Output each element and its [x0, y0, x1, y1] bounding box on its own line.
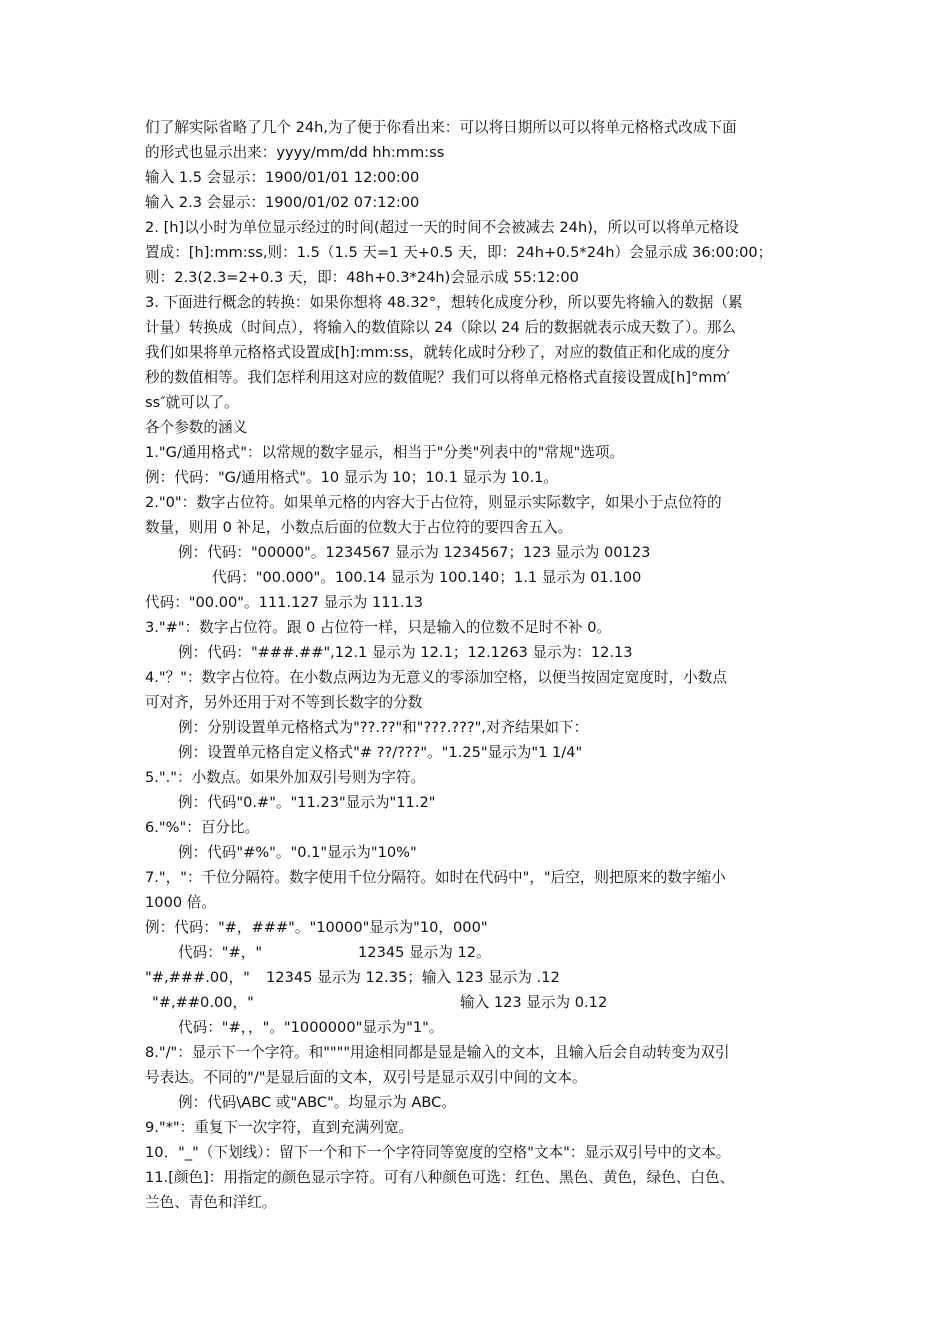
- paragraph-line: 11.[颜色]：用指定的颜色显示字符。可有八种颜色可选：红色、黑色、黄色，绿色、白色、: [145, 1169, 735, 1186]
- paragraph-line: 们了解实际省略了几个 24h,为了便于你看出来：可以将日期所以可以将单元格格式改成下面: [145, 119, 737, 136]
- paragraph-line: 2. [h]以小时为单位显示经过的时间(超过一天的时间不会被减去 24h)，所以可以将单元格设: [145, 219, 739, 236]
- paragraph-line: 我们如果将单元格格式设置成[h]:mm:ss，就转化成时分秒了，对应的数值正和化成的度分: [145, 344, 730, 361]
- paragraph-line: 数量，则用 0 补足，小数点后面的位数大于占位符的要四舍五入。: [145, 519, 573, 536]
- example-line: 代码："#，，"。"1000000"显示为"1"。: [178, 1019, 444, 1036]
- example-line: 代码："00.00"。111.127 显示为 111.13: [145, 594, 424, 611]
- paragraph-line: 3. 下面进行概念的转换：如果你想将 48.32°，想转化成度分秒，所以要先将输入的数据（累: [145, 294, 743, 311]
- example-line: 代码："00.000"。100.14 显示为 100.140；1.1 显示为 01.100: [212, 569, 642, 586]
- paragraph-line: 输入 2.3 会显示：1900/01/02 07:12:00: [145, 194, 420, 211]
- section-heading: 各个参数的涵义: [145, 419, 248, 436]
- example-code: "#,###.00，": [145, 969, 250, 986]
- paragraph-line: 输入 1.5 会显示：1900/01/01 12:00:00: [145, 169, 420, 186]
- paragraph-line: 3."#"：数字占位符。跟 0 占位符一样，只是输入的位数不足时不补 0。: [145, 619, 612, 636]
- example-line: 例：代码："#，###"。"10000"显示为"10，000": [145, 919, 488, 936]
- paragraph-line: 1000 倍。: [145, 894, 216, 911]
- paragraph-line: 4."？"：数字占位符。在小数点两边为无意义的零添加空格，以便当按固定宽度时，小数点: [145, 669, 727, 686]
- paragraph-line: 例：代码："G/通用格式"。10 显示为 10；10.1 显示为 10.1。: [145, 469, 559, 486]
- paragraph-line: 2."0"：数字占位符。如果单元格的内容大于占位符，则显示实际数字，如果小于点位符的: [145, 494, 722, 511]
- paragraph-line: 的形式也显示出来：yyyy/mm/dd hh:mm:ss: [145, 144, 445, 161]
- paragraph-line: 6."%"：百分比。: [145, 819, 260, 836]
- paragraph-line: 则：2.3(2.3=2+0.3 天，即：48h+0.3*24h)会显示成 55:12:00: [145, 269, 579, 286]
- example-line: 例：代码\ABC 或"ABC"。均显示为 ABC。: [178, 1094, 456, 1111]
- paragraph-line: 8."/"：显示下一个字符。和""""用途相同都是显是输入的文本，且输入后会自动转变为双引: [145, 1044, 730, 1061]
- paragraph-line: 计量）转换成（时间点），将输入的数值除以 24（除以 24 后的数据就表示成天数了）。那么: [145, 319, 737, 336]
- example-line: 例：代码"#%"。"0.1"显示为"10%": [178, 844, 417, 861]
- example-result: 12345 显示为 12。: [358, 944, 491, 961]
- example-code: 代码："#，": [178, 944, 263, 961]
- paragraph-line: 号表达。不同的"/"是显后面的文本，双引号是显示双引中间的文本。: [145, 1069, 587, 1086]
- paragraph-line: ss″就可以了。: [145, 394, 239, 411]
- paragraph-line: 1."G/通用格式"：以常规的数字显示，相当于"分类"列表中的"常规"选项。: [145, 444, 625, 461]
- example-line: 例：代码："00000"。1234567 显示为 1234567；123 显示为 00123: [178, 544, 651, 561]
- paragraph-line: 置成：[h]:mm:ss,则：1.5（1.5 天=1 天+0.5 天，即：24h+0.5*24h）会显示成 36:00:00；: [145, 244, 773, 261]
- paragraph-line: 7."，"：千位分隔符。数字使用千位分隔符。如时在代码中"，"后空，则把原来的数字缩小: [145, 869, 726, 886]
- example-code: "#,##0.00，": [152, 994, 254, 1011]
- example-result: 输入 123 显示为 0.12: [460, 994, 608, 1011]
- paragraph-line: 秒的数值相等。我们怎样利用这对应的数值呢？我们可以将单元格格式直接设置成[h]°mm′: [145, 369, 731, 386]
- example-line: 例：分别设置单元格格式为"??.??"和"???.???",对齐结果如下：: [178, 719, 589, 736]
- paragraph-line: 5."."：小数点。如果外加双引号则为字符。: [145, 769, 426, 786]
- paragraph-line: 9."*"：重复下一次字符，直到充满列宽。: [145, 1119, 414, 1136]
- example-line: 例：代码"0.#"。"11.23"显示为"11.2": [178, 794, 436, 811]
- paragraph-line: 可对齐，另外还用于对不等到长数字的分数: [145, 694, 423, 711]
- example-result: 12345 显示为 12.35；输入 123 显示为 .12: [266, 969, 560, 986]
- paragraph-line: 10．"_"（下划线）：留下一个和下一个字符同等宽度的空格"文本"：显示双引号中的文本。: [145, 1144, 731, 1161]
- example-line: 例：设置单元格自定义格式"# ??/???"。"1.25"显示为"1 1/4": [178, 744, 583, 761]
- example-line: 例：代码："###.##",12.1 显示为 12.1；12.1263 显示为：12.13: [178, 644, 633, 661]
- paragraph-line: 兰色、青色和洋红。: [145, 1194, 277, 1211]
